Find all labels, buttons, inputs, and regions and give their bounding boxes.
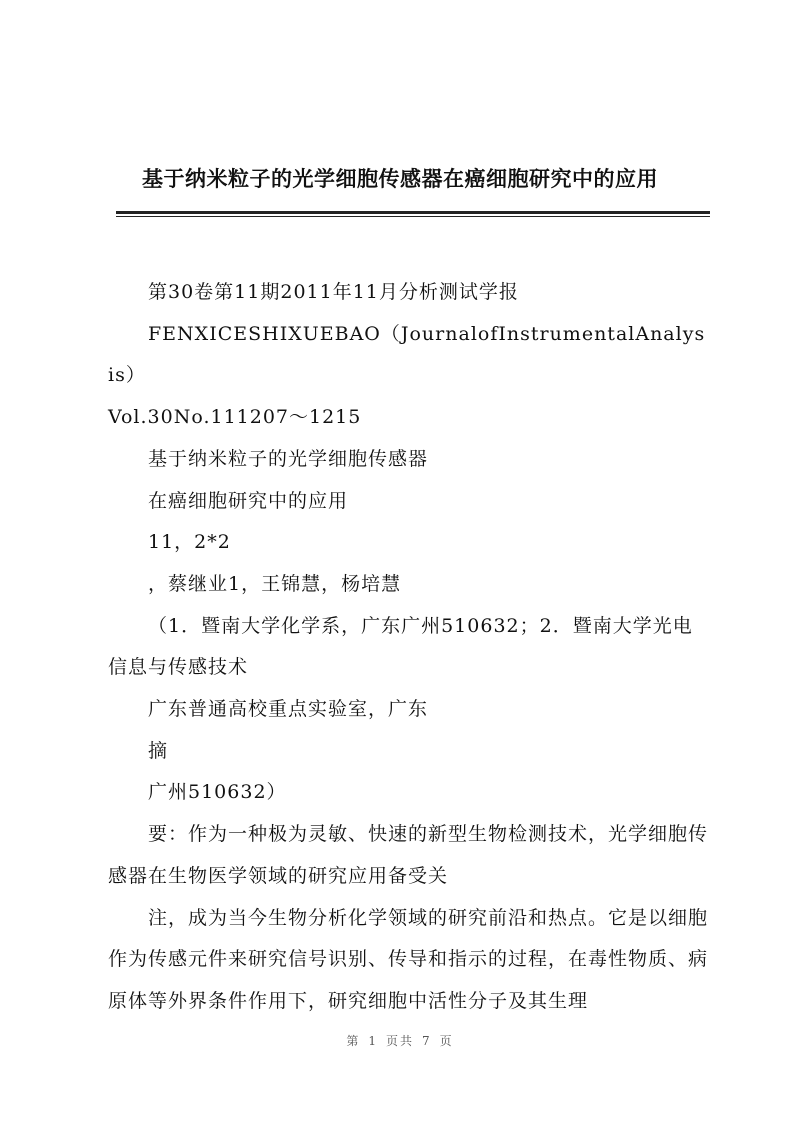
affiliation-lab-line: 广东普通高校重点实验室，广东 <box>148 698 429 721</box>
title-underline <box>116 211 710 214</box>
abstract-paragraph-1: 要：作为一种极为灵敏、快速的新型生物检测技术，光学细胞传感器在生物医学领域的研究应用备受关 <box>108 823 709 887</box>
abstract-paragraph-2: 注，成为当今生物分析化学领域的研究前沿和热点。它是以细胞作为传感元件来研究信号识别、传导和指示的过程，在毒性物质、病原体等外界条件作用下，研究细胞中活性分子及其生理 <box>108 906 709 1012</box>
footer-middle: 页共 <box>385 1034 414 1048</box>
footer-page-number: 1 <box>368 1034 378 1048</box>
document-body <box>108 272 712 1023</box>
footer-total-pages: 7 <box>422 1034 432 1048</box>
page-footer <box>0 1032 800 1049</box>
abstract-label-start: 摘 <box>148 739 169 762</box>
journal-name-line: FENXICESHIXUEBAO（JournalofInstrumentalAnalysis） <box>108 322 706 387</box>
journal-issue-line: 第30卷第11期2011年11月分析测试学报 <box>148 281 519 303</box>
document-title: 基于纳米粒子的光学细胞传感器在癌细胞研究中的应用 <box>142 167 658 191</box>
footer-prefix: 第 <box>346 1034 361 1048</box>
article-title-line-1: 基于纳米粒子的光学细胞传感器 <box>148 447 429 470</box>
author-affiliation-marks: 11，2*2 <box>148 531 231 554</box>
volume-pages-line: Vol.30No.111207～1215 <box>108 406 362 429</box>
affiliation-paragraph: （1．暨南大学化学系，广东广州510632；2．暨南大学光电信息与传感技术 <box>108 614 693 679</box>
author-list: ，蔡继业1，王锦慧，杨培慧 <box>148 572 402 595</box>
affiliation-city-line: 广州510632） <box>148 781 287 804</box>
title-underline-thin <box>116 216 710 217</box>
footer-suffix: 页 <box>439 1034 454 1048</box>
article-title-line-2: 在癌细胞研究中的应用 <box>148 489 349 512</box>
